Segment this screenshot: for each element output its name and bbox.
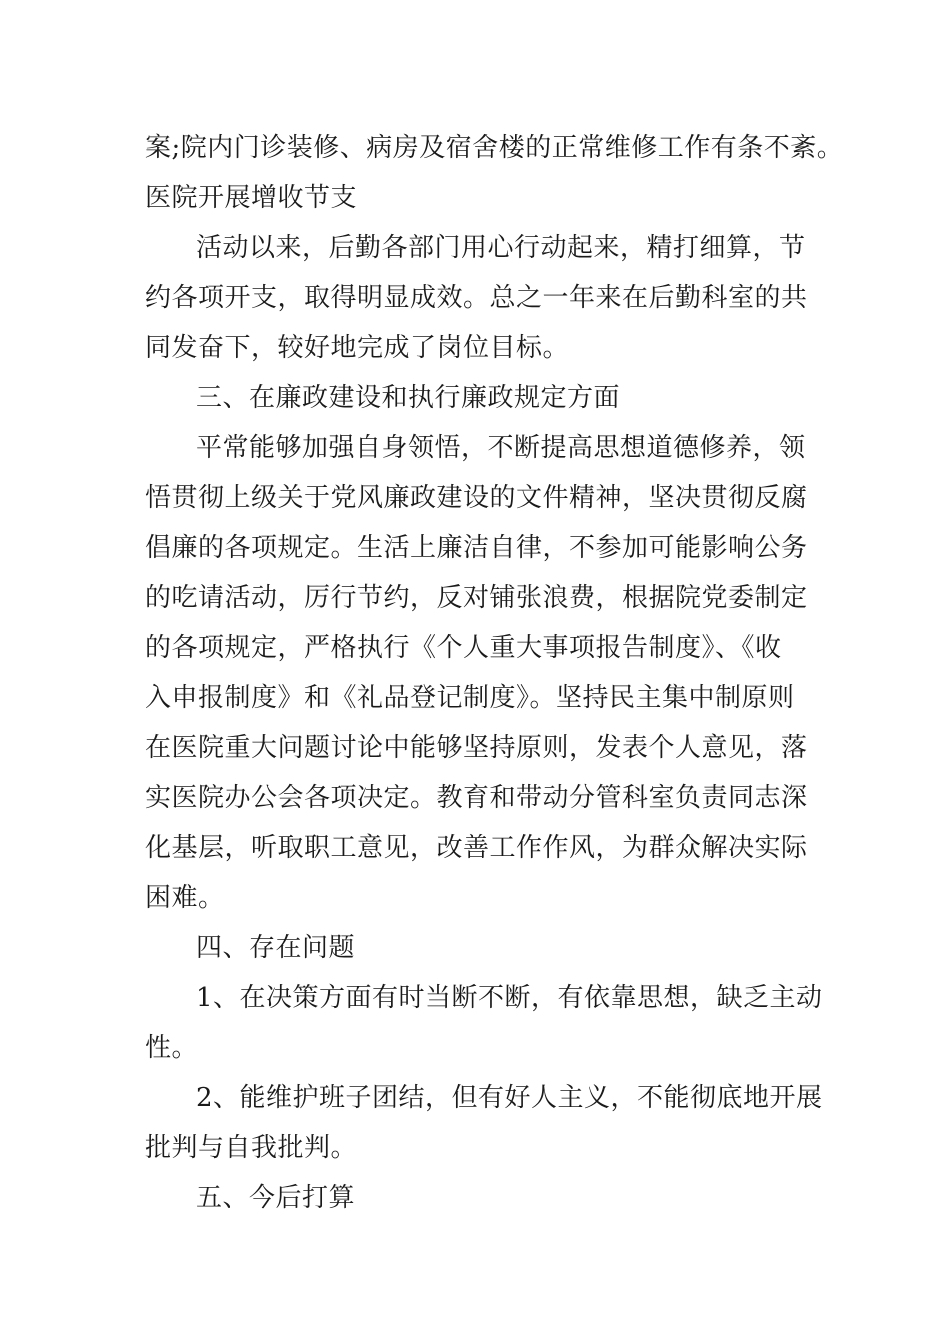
paragraph-start: 平常能够加强自身领悟，不断提高思想道德修养，领 bbox=[196, 433, 806, 463]
list-item: 1、在决策方面有时当断不断，有依靠思想，缺乏主动 bbox=[196, 983, 823, 1013]
text-line: 的各项规定，严格执行《个人重大事项报告制度》、《收 bbox=[145, 633, 782, 663]
text-line: 约各项开支，取得明显成效。总之一年来在后勤科室的共 bbox=[145, 283, 808, 313]
text-line: 化基层，听取职工意见，改善工作作风，为群众解决实际 bbox=[145, 833, 808, 863]
text-line: 医院开展增收节支 bbox=[145, 183, 358, 213]
text-line: 性。 bbox=[145, 1033, 199, 1063]
text-line: 倡廉的各项规定。生活上廉洁自律，不参加可能影响公务 bbox=[145, 533, 808, 563]
section-heading: 四、存在问题 bbox=[196, 933, 356, 963]
text-line: 实医院办公会各项决定。教育和带动分管科室负责同志深 bbox=[145, 783, 808, 813]
section-heading: 五、今后打算 bbox=[196, 1183, 356, 1213]
text-line: 困难。 bbox=[145, 883, 225, 913]
text-line: 同发奋下，较好地完成了岗位目标。 bbox=[145, 333, 570, 363]
text-line: 在医院重大问题讨论中能够坚持原则，发表个人意见，落 bbox=[145, 733, 808, 763]
section-heading: 三、在廉政建设和执行廉政规定方面 bbox=[196, 383, 621, 413]
list-item: 2、能维护班子团结，但有好人主义，不能彻底地开展 bbox=[196, 1083, 823, 1113]
text-line: 批判与自我批判。 bbox=[145, 1133, 358, 1163]
text-line: 入申报制度》和《礼品登记制度》。坚持民主集中制原则 bbox=[145, 683, 795, 713]
paragraph-start: 活动以来，后勤各部门用心行动起来，精打细算，节 bbox=[196, 233, 806, 263]
text-line: 的吃请活动，厉行节约，反对铺张浪费，根据院党委制定 bbox=[145, 583, 808, 613]
text-line: 案;院内门诊装修、病房及宿舍楼的正常维修工作有条不紊。 bbox=[145, 133, 844, 163]
text-line: 悟贯彻上级关于党风廉政建设的文件精神，坚决贯彻反腐 bbox=[145, 483, 808, 513]
